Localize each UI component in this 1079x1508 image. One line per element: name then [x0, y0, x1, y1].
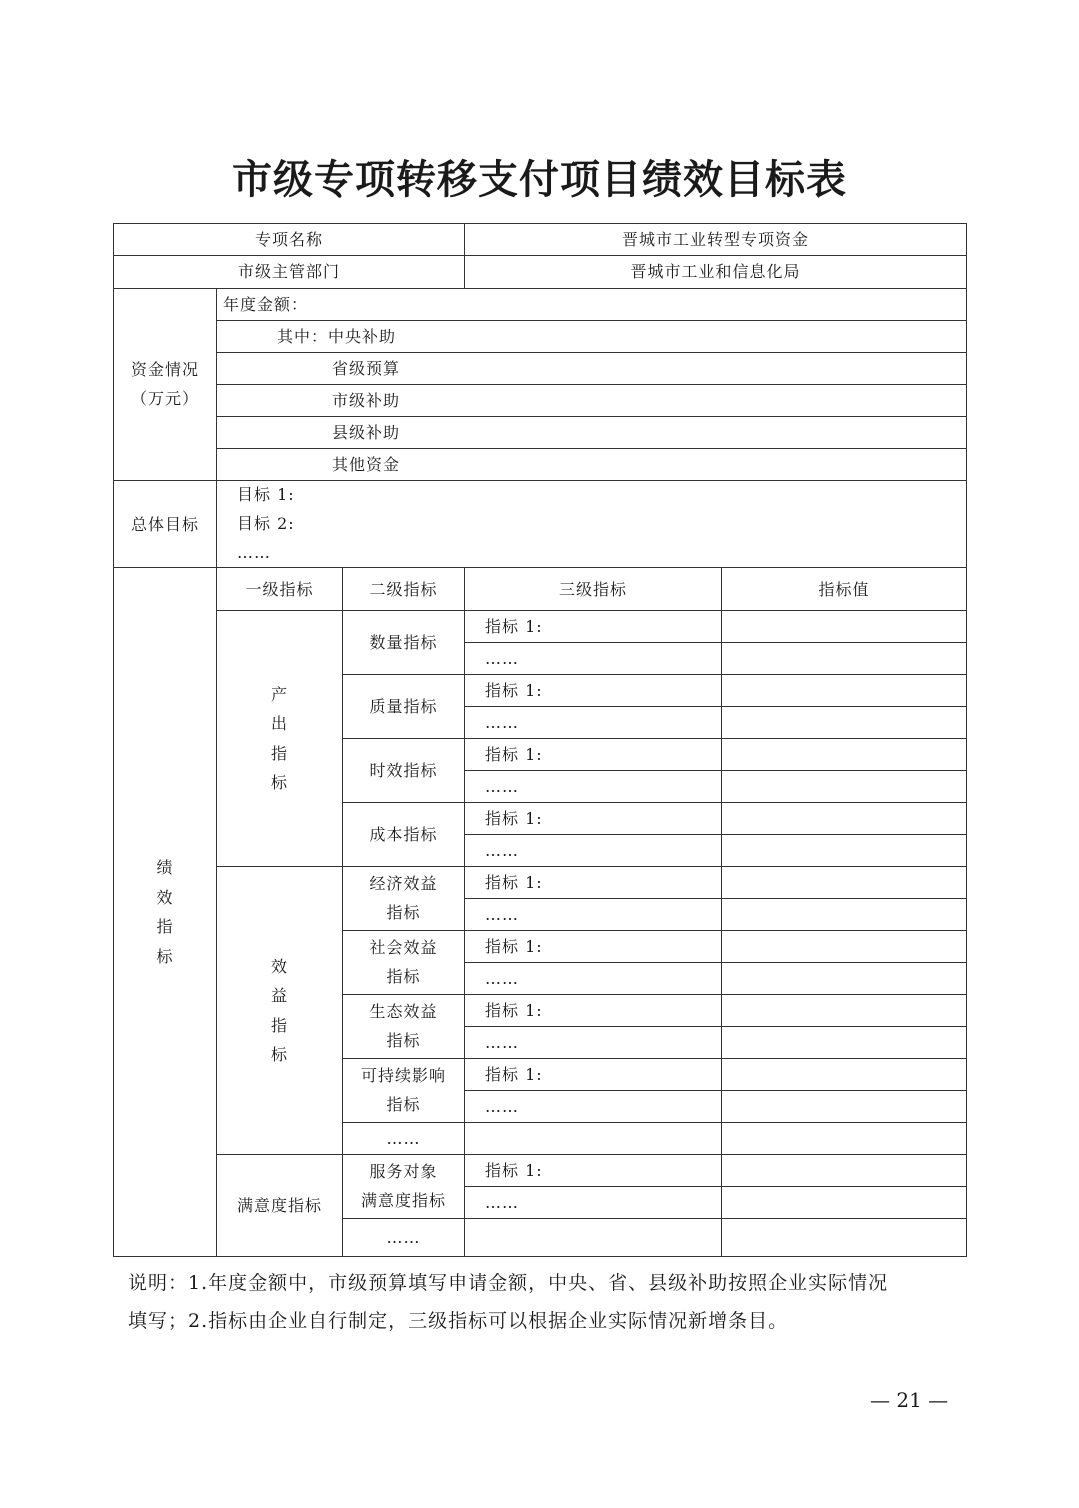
- project-name-label: 专项名称: [114, 224, 465, 256]
- indicator-entry: 指标 1:: [465, 931, 722, 963]
- indicator-value-cell: [722, 1059, 967, 1091]
- overall-goal-label: 总体目标: [114, 481, 217, 568]
- funding-municipal-subsidy: 市级补助: [217, 385, 967, 417]
- indicator-entry: 指标 1:: [465, 675, 722, 707]
- benefit-etc: ……: [343, 1123, 465, 1155]
- goal-line: 目标 1:: [237, 485, 295, 504]
- satisfaction-indicator-label: 满意度指标: [217, 1155, 343, 1257]
- col-header-level3: 三级指标: [465, 568, 722, 611]
- benefit-indicator-label: 效 益 指 标: [217, 867, 343, 1155]
- goal-line: ……: [237, 542, 271, 562]
- indicator-value-cell: [722, 1219, 967, 1257]
- indicator-value-cell: [722, 1123, 967, 1155]
- indicator-value-cell: [722, 1027, 967, 1059]
- indicator-value-cell: [722, 963, 967, 995]
- social-benefit-indicator: 社会效益 指标: [343, 931, 465, 995]
- quality-indicator: 质量指标: [343, 675, 465, 739]
- goal-line: 目标 2:: [237, 513, 295, 533]
- col-header-level2: 二级指标: [343, 568, 465, 611]
- funding-county-subsidy: 县级补助: [217, 417, 967, 449]
- indicator-value-cell: [722, 643, 967, 675]
- indicator-value-cell: [722, 707, 967, 739]
- table-row: [114, 417, 967, 449]
- output-indicator-label: 产 出 指 标: [217, 611, 343, 867]
- indicator-entry-more: ……: [465, 707, 722, 739]
- funding-label: 资金情况: [130, 359, 199, 379]
- indicator-value-cell: [722, 899, 967, 931]
- table-row: [114, 385, 967, 417]
- page-title: 市级专项转移支付项目绩效目标表: [232, 156, 847, 203]
- page-number: — 21 —: [870, 1388, 949, 1412]
- table-row: [114, 568, 967, 611]
- funding-annual-amount: 年度金额：: [217, 289, 967, 321]
- indicator-entry: 指标 1:: [465, 803, 722, 835]
- col-header-level1: 一级指标: [217, 568, 343, 611]
- indicator-entry-more: ……: [465, 899, 722, 931]
- indicator-entry-empty: [465, 1219, 722, 1257]
- table-row: [114, 256, 967, 289]
- table-row: [114, 353, 967, 385]
- department-value: 晋城市工业和信息化局: [465, 256, 967, 289]
- indicator-entry: 指标 1:: [465, 611, 722, 643]
- indicator-value-cell: [722, 835, 967, 867]
- indicator-entry-more: ……: [465, 835, 722, 867]
- funding-provincial-budget: 省级预算: [217, 353, 967, 385]
- indicator-entry-more: ……: [465, 1187, 722, 1219]
- table-row: [114, 1155, 967, 1187]
- indicator-entry: 指标 1:: [465, 739, 722, 771]
- indicator-value-cell: [722, 739, 967, 771]
- indicator-value-cell: [722, 675, 967, 707]
- table-row: [114, 224, 967, 256]
- funding-unit: （万元）: [130, 388, 199, 408]
- funding-other: 其他资金: [217, 449, 967, 481]
- table-row: [114, 611, 967, 643]
- indicator-entry-more: ……: [465, 963, 722, 995]
- indicator-value-cell: [722, 995, 967, 1027]
- table-row: [114, 481, 967, 568]
- footnote: [128, 1264, 958, 1340]
- indicator-entry-more: ……: [465, 771, 722, 803]
- economic-benefit-indicator: 经济效益 指标: [343, 867, 465, 931]
- timeliness-indicator: 时效指标: [343, 739, 465, 803]
- indicator-entry: 指标 1:: [465, 1059, 722, 1091]
- indicator-value-cell: [722, 771, 967, 803]
- service-satisfaction-indicator: 服务对象 满意度指标: [343, 1155, 465, 1219]
- table-row: [114, 321, 967, 353]
- indicator-entry-more: ……: [465, 643, 722, 675]
- indicator-value-cell: [722, 803, 967, 835]
- indicator-entry-more: ……: [465, 1027, 722, 1059]
- indicator-value-cell: [722, 1155, 967, 1187]
- indicator-value-cell: [722, 931, 967, 963]
- funding-central-subsidy: 其中：中央补助: [217, 321, 967, 353]
- indicator-value-cell: [722, 867, 967, 899]
- footnote-line: 说明：1.年度金额中，市级预算填写申请金额，中央、省、县级补助按照企业实际情况: [128, 1272, 889, 1294]
- table-row: [114, 289, 967, 321]
- project-name-value: 晋城市工业转型专项资金: [465, 224, 967, 256]
- col-header-value: 指标值: [722, 568, 967, 611]
- ecological-benefit-indicator: 生态效益 指标: [343, 995, 465, 1059]
- table-row: [114, 867, 967, 899]
- funding-label-cell: [114, 289, 217, 481]
- satisfaction-etc: ……: [343, 1219, 465, 1257]
- indicator-value-cell: [722, 1091, 967, 1123]
- indicator-entry: 指标 1:: [465, 867, 722, 899]
- indicator-entry-more: ……: [465, 1091, 722, 1123]
- indicator-value-cell: [722, 611, 967, 643]
- indicator-entry-empty: [465, 1123, 722, 1155]
- quantity-indicator: 数量指标: [343, 611, 465, 675]
- performance-indicator-label: 绩 效 指 标: [114, 568, 217, 1257]
- sustainable-impact-indicator: 可持续影响 指标: [343, 1059, 465, 1123]
- indicator-value-cell: [722, 1187, 967, 1219]
- table-row: [114, 449, 967, 481]
- indicator-entry: 指标 1:: [465, 1155, 722, 1187]
- overall-goal-lines: [217, 481, 967, 568]
- indicator-entry: 指标 1:: [465, 995, 722, 1027]
- department-label: 市级主管部门: [114, 256, 465, 289]
- cost-indicator: 成本指标: [343, 803, 465, 867]
- footnote-line: 填写；2.指标由企业自行制定，三级指标可以根据企业实际情况新增条目。: [128, 1310, 789, 1332]
- performance-target-table: [113, 223, 967, 1257]
